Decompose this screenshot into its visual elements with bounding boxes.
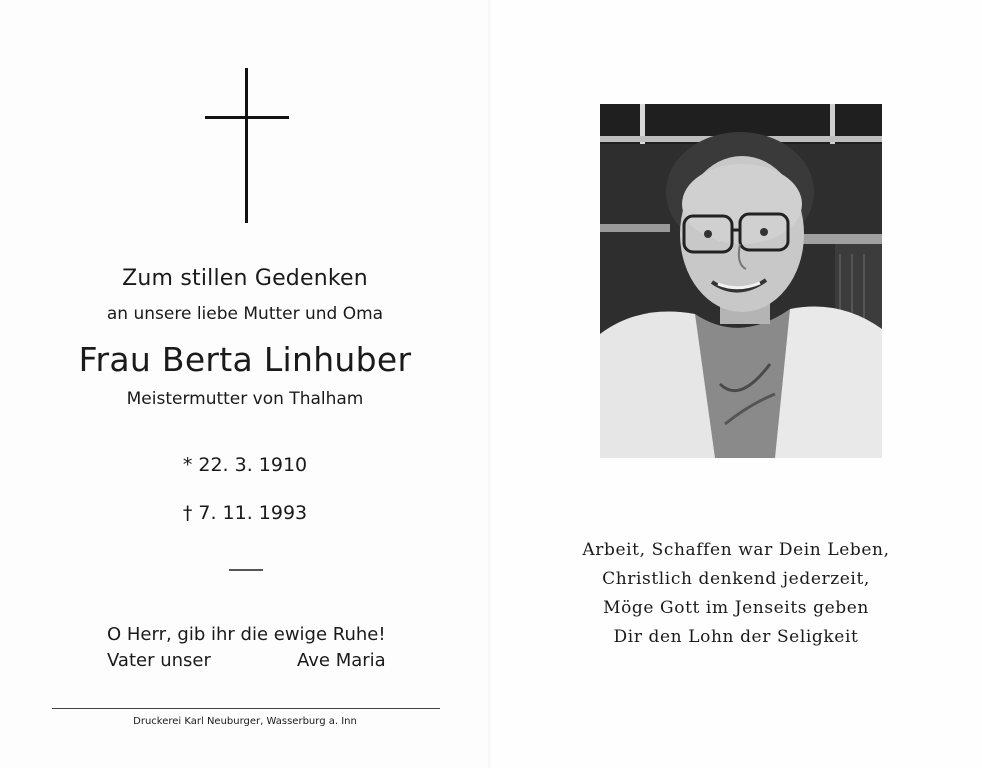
death-date: † 7. 11. 1993 [182, 502, 308, 524]
prayer-ave-maria: Ave Maria [297, 650, 386, 671]
short-divider [229, 569, 263, 571]
deceased-name: Frau Berta Linhuber [78, 340, 412, 379]
deceased-role: Meistermutter von Thalham [126, 389, 364, 409]
prayer-line: O Herr, gib ihr die ewige Ruhe! [107, 624, 386, 645]
poem-line-3: Möge Gott im Jenseits geben [603, 598, 869, 618]
prayer-vater-unser: Vater unser [107, 650, 211, 671]
subheading: an unsere liebe Mutter und Oma [106, 304, 384, 324]
card-fold [488, 0, 492, 768]
heading: Zum stillen Gedenken [122, 266, 368, 291]
portrait-photo [600, 104, 882, 458]
poem-line-1: Arbeit, Schaffen war Dein Leben, [582, 540, 890, 560]
footer-divider [52, 708, 440, 709]
birth-date: * 22. 3. 1910 [182, 454, 308, 476]
poem-line-2: Christlich denkend jederzeit, [602, 569, 870, 589]
printer-credit: Druckerei Karl Neuburger, Wasserburg a. Inn [133, 716, 357, 727]
poem-line-4: Dir den Lohn der Seligkeit [613, 627, 859, 647]
